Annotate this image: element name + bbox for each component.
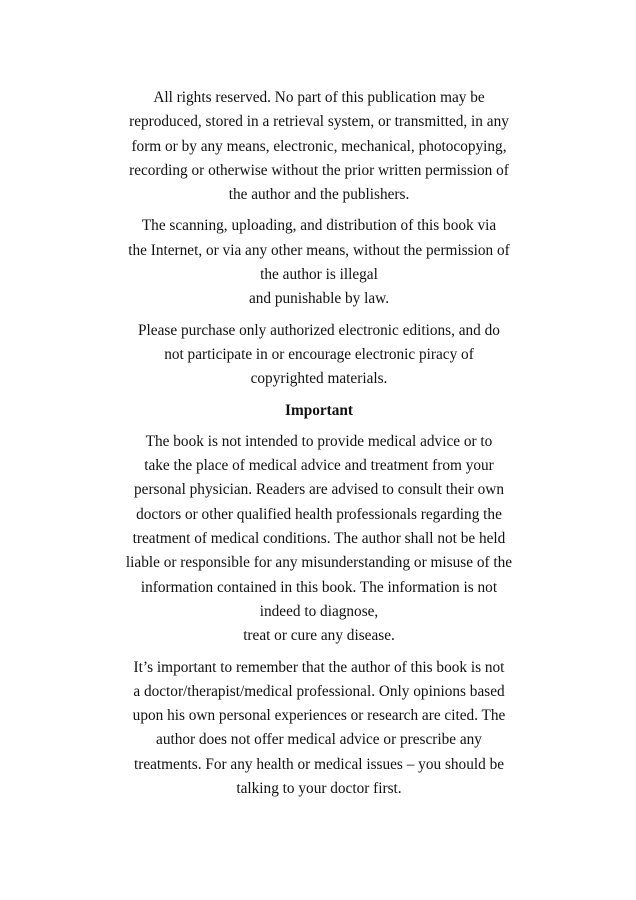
- text-line: talking to your doctor first.: [236, 780, 402, 798]
- text-line: form or by any means, electronic, mechanical, photocopying,: [131, 137, 507, 155]
- text-line: treatments. For any health or medical issues – you should be: [133, 755, 505, 773]
- scanning-paragraph: [112, 214, 526, 311]
- text-line: personal physician. Readers are advised to consult their own: [134, 481, 504, 499]
- text-line: treat or cure any disease.: [243, 627, 395, 645]
- text-line: reproduced, stored in a retrieval system, or transmitted, in any: [129, 113, 509, 131]
- text-line: liable or responsible for any misunderstanding or misuse of the: [125, 554, 513, 572]
- text-line: not participate in or encourage electronic piracy of: [164, 345, 474, 363]
- purchase-paragraph: [112, 319, 526, 392]
- author-note-paragraph: [112, 656, 526, 802]
- important-heading: Important: [285, 401, 353, 419]
- copyright-paragraph: [112, 86, 526, 207]
- text-line: information contained in this book. The information is not: [140, 578, 498, 596]
- text-line: copyrighted materials.: [250, 370, 388, 388]
- text-line: The book is not intended to provide medical advice or to: [145, 432, 493, 450]
- text-line: indeed to diagnose,: [259, 602, 379, 620]
- text-line: and punishable by law.: [248, 290, 390, 308]
- text-line: author does not offer medical advice or prescribe any: [156, 731, 482, 749]
- text-line: treatment of medical conditions. The author shall not be held: [132, 530, 506, 548]
- text-line: It’s important to remember that the author of this book is not: [133, 658, 505, 676]
- text-line: upon his own personal experiences or research are cited. The: [132, 707, 506, 725]
- text-line: recording or otherwise without the prior written permission of: [129, 161, 509, 179]
- text-line: the author is illegal: [260, 266, 378, 284]
- document-body: [112, 86, 526, 808]
- text-line: Please purchase only authorized electronic editions, and do: [138, 321, 500, 339]
- text-line: the Internet, or via any other means, without the permission of: [128, 241, 510, 259]
- text-line: take the place of medical advice and treatment from your: [144, 457, 494, 475]
- text-line: The scanning, uploading, and distribution of this book via: [141, 217, 497, 235]
- text-line: doctors or other qualified health professionals regarding the: [136, 505, 502, 523]
- text-line: a doctor/therapist/medical professional. Only opinions based: [133, 682, 505, 700]
- disclaimer-paragraph: [112, 430, 526, 649]
- text-line: All rights reserved. No part of this publication may be: [153, 89, 485, 106]
- text-line: the author and the publishers.: [228, 186, 410, 204]
